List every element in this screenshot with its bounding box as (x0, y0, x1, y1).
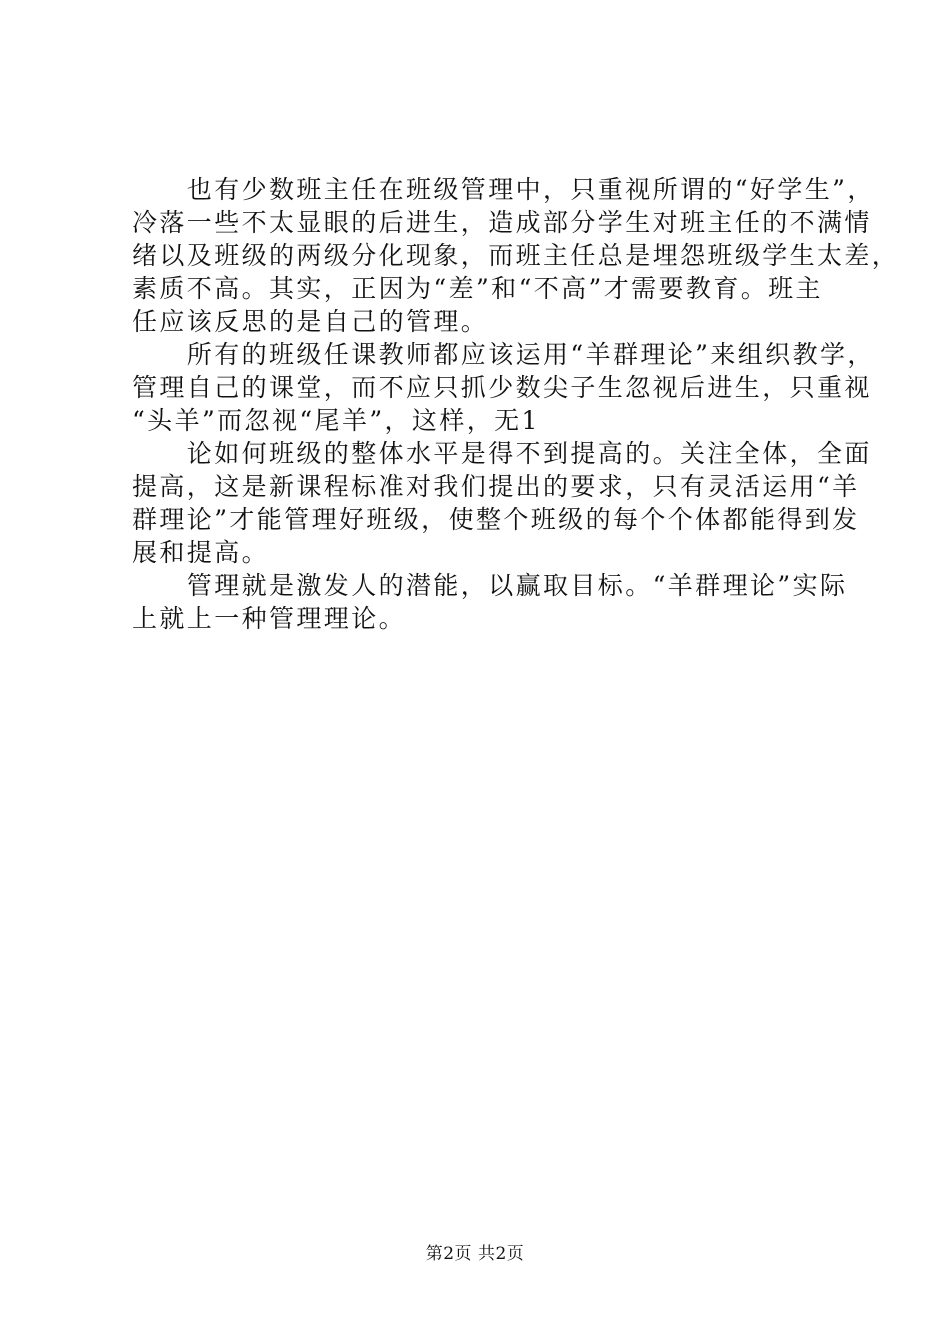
text-line: “头羊”而忽视“尾羊”，这样，无1 (132, 406, 540, 435)
text-line: 管理自己的课堂，而不应只抓少数尖子生忽视后进生，只重视 (132, 373, 872, 402)
text-line: 提高，这是新课程标准对我们提出的要求，只有灵活运用“羊 (132, 472, 860, 501)
page-number-footer: 第2页 共2页 (425, 1244, 525, 1264)
text-line: 论如何班级的整体水平是得不到提高的。关注全体，全面 (132, 439, 872, 468)
text-line: 也有少数班主任在班级管理中，只重视所谓的“好学生”， (132, 175, 875, 204)
text-line: 所有的班级任课教师都应该运用“羊群理论”来组织教学， (132, 340, 875, 369)
text-line: 上就上一种管理理论。 (132, 604, 407, 633)
text-line: 管理就是激发人的潜能，以赢取目标。“羊群理论”实际 (132, 571, 848, 600)
text-line: 素质不高。其实，正因为“差”和“不高”才需要教育。班主 (132, 274, 823, 303)
text-line: 绪以及班级的两级分化现象，而班主任总是埋怨班级学生太差， (132, 241, 900, 270)
text-line: 冷落一些不太显眼的后进生，造成部分学生对班主任的不满情 (132, 208, 872, 237)
text-line: 任应该反思的是自己的管理。 (132, 307, 489, 336)
text-line: 群理论”才能管理好班级，使整个班级的每个个体都能得到发 (132, 505, 860, 534)
text-line: 展和提高。 (132, 538, 270, 567)
